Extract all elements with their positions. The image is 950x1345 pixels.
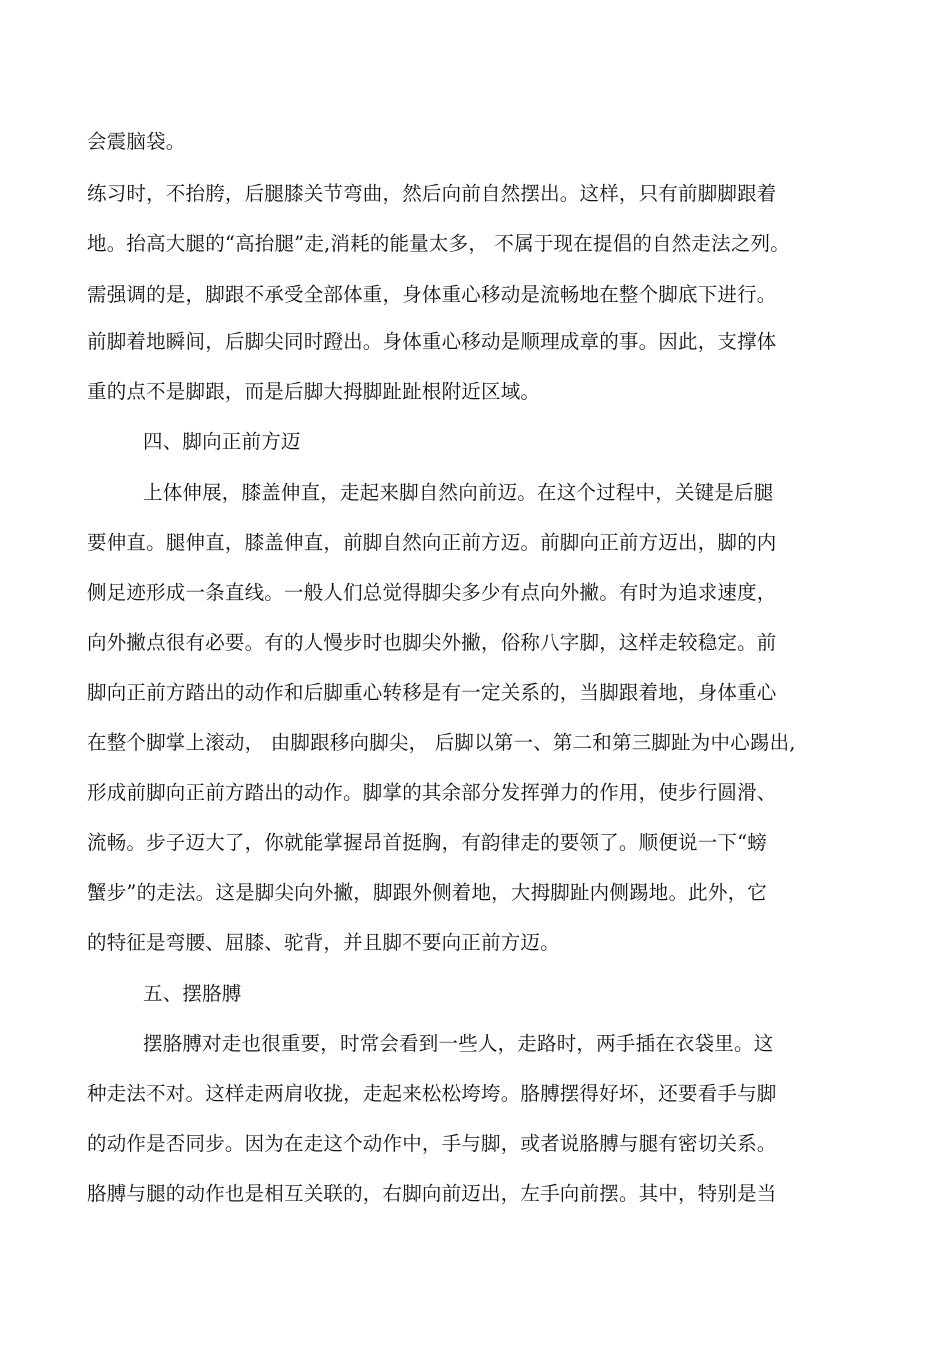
text-line: 需强调的是，脚跟不承受全部体重，身体重心移动是流畅地在整个脚底下进行。 — [87, 283, 777, 306]
text-line: 向外撇点很有必要。有的人慢步时也脚尖外撇，俗称八字脚，这样走较稳定。前 — [87, 631, 777, 654]
text-line: 在整个脚掌上滚动， 由脚跟移向脚尖， 后脚以第一、第二和第三脚趾为中心踢出, — [87, 731, 796, 754]
text-line: 上体伸展，膝盖伸直，走起来脚自然向前迈。在这个过程中，关键是后腿 — [143, 481, 774, 504]
text-line: 的特征是弯腰、屈膝、驼背，并且脚不要向正前方迈。 — [87, 931, 560, 954]
text-line: 摆胳膊对走也很重要，时常会看到一些人，走路时，两手插在衣袋里。这 — [143, 1032, 774, 1055]
text-line: 脚向正前方踏出的动作和后脚重心转移是有一定关系的，当脚跟着地，身体重心 — [87, 681, 777, 704]
text-line: 重的点不是脚跟，而是后脚大拇脚趾趾根附近区域。 — [87, 380, 541, 403]
text-line: 侧足迹形成一条直线。一般人们总觉得脚尖多少有点向外撇。有时为追求速度， — [87, 581, 777, 604]
text-line: 会震脑袋。 — [87, 130, 186, 153]
section-heading: 四、脚向正前方迈 — [143, 430, 301, 453]
text-line: 种走法不对。这样走两肩收拢，走起来松松垮垮。胳膊摆得好坏，还要看手与脚 — [87, 1082, 777, 1105]
text-line: 流畅。步子迈大了，你就能掌握昂首挺胸，有韵律走的要领了。顺便说一下“螃 — [87, 831, 767, 854]
text-line: 形成前脚向正前方踏出的动作。脚掌的其余部分发挥弹力的作用，使步行圆滑、 — [87, 781, 777, 804]
section-heading: 五、摆胳膊 — [143, 982, 242, 1005]
text-line: 蟹步”的走法。这是脚尖向外撇，脚跟外侧着地，大拇脚趾内侧踢地。此外，它 — [87, 881, 767, 904]
text-line: 的动作是否同步。因为在走这个动作中，手与脚，或者说胳膊与腿有密切关系。 — [87, 1132, 777, 1155]
text-line: 地。抬高大腿的“高抬腿”走,消耗的能量太多， 不属于现在提倡的自然走法之列。 — [87, 232, 790, 255]
text-line: 胳膊与腿的动作也是相互关联的，右脚向前迈出，左手向前摆。其中，特别是当 — [87, 1182, 777, 1205]
text-line: 要伸直。腿伸直，膝盖伸直，前脚自然向正前方迈。前脚向正前方迈出，脚的内 — [87, 531, 777, 554]
text-line: 练习时，不抬胯，后腿膝关节弯曲，然后向前自然摆出。这样，只有前脚脚跟着 — [87, 182, 777, 205]
text-line: 前脚着地瞬间，后脚尖同时蹬出。身体重心移动是顺理成章的事。因此，支撑体 — [87, 330, 777, 353]
